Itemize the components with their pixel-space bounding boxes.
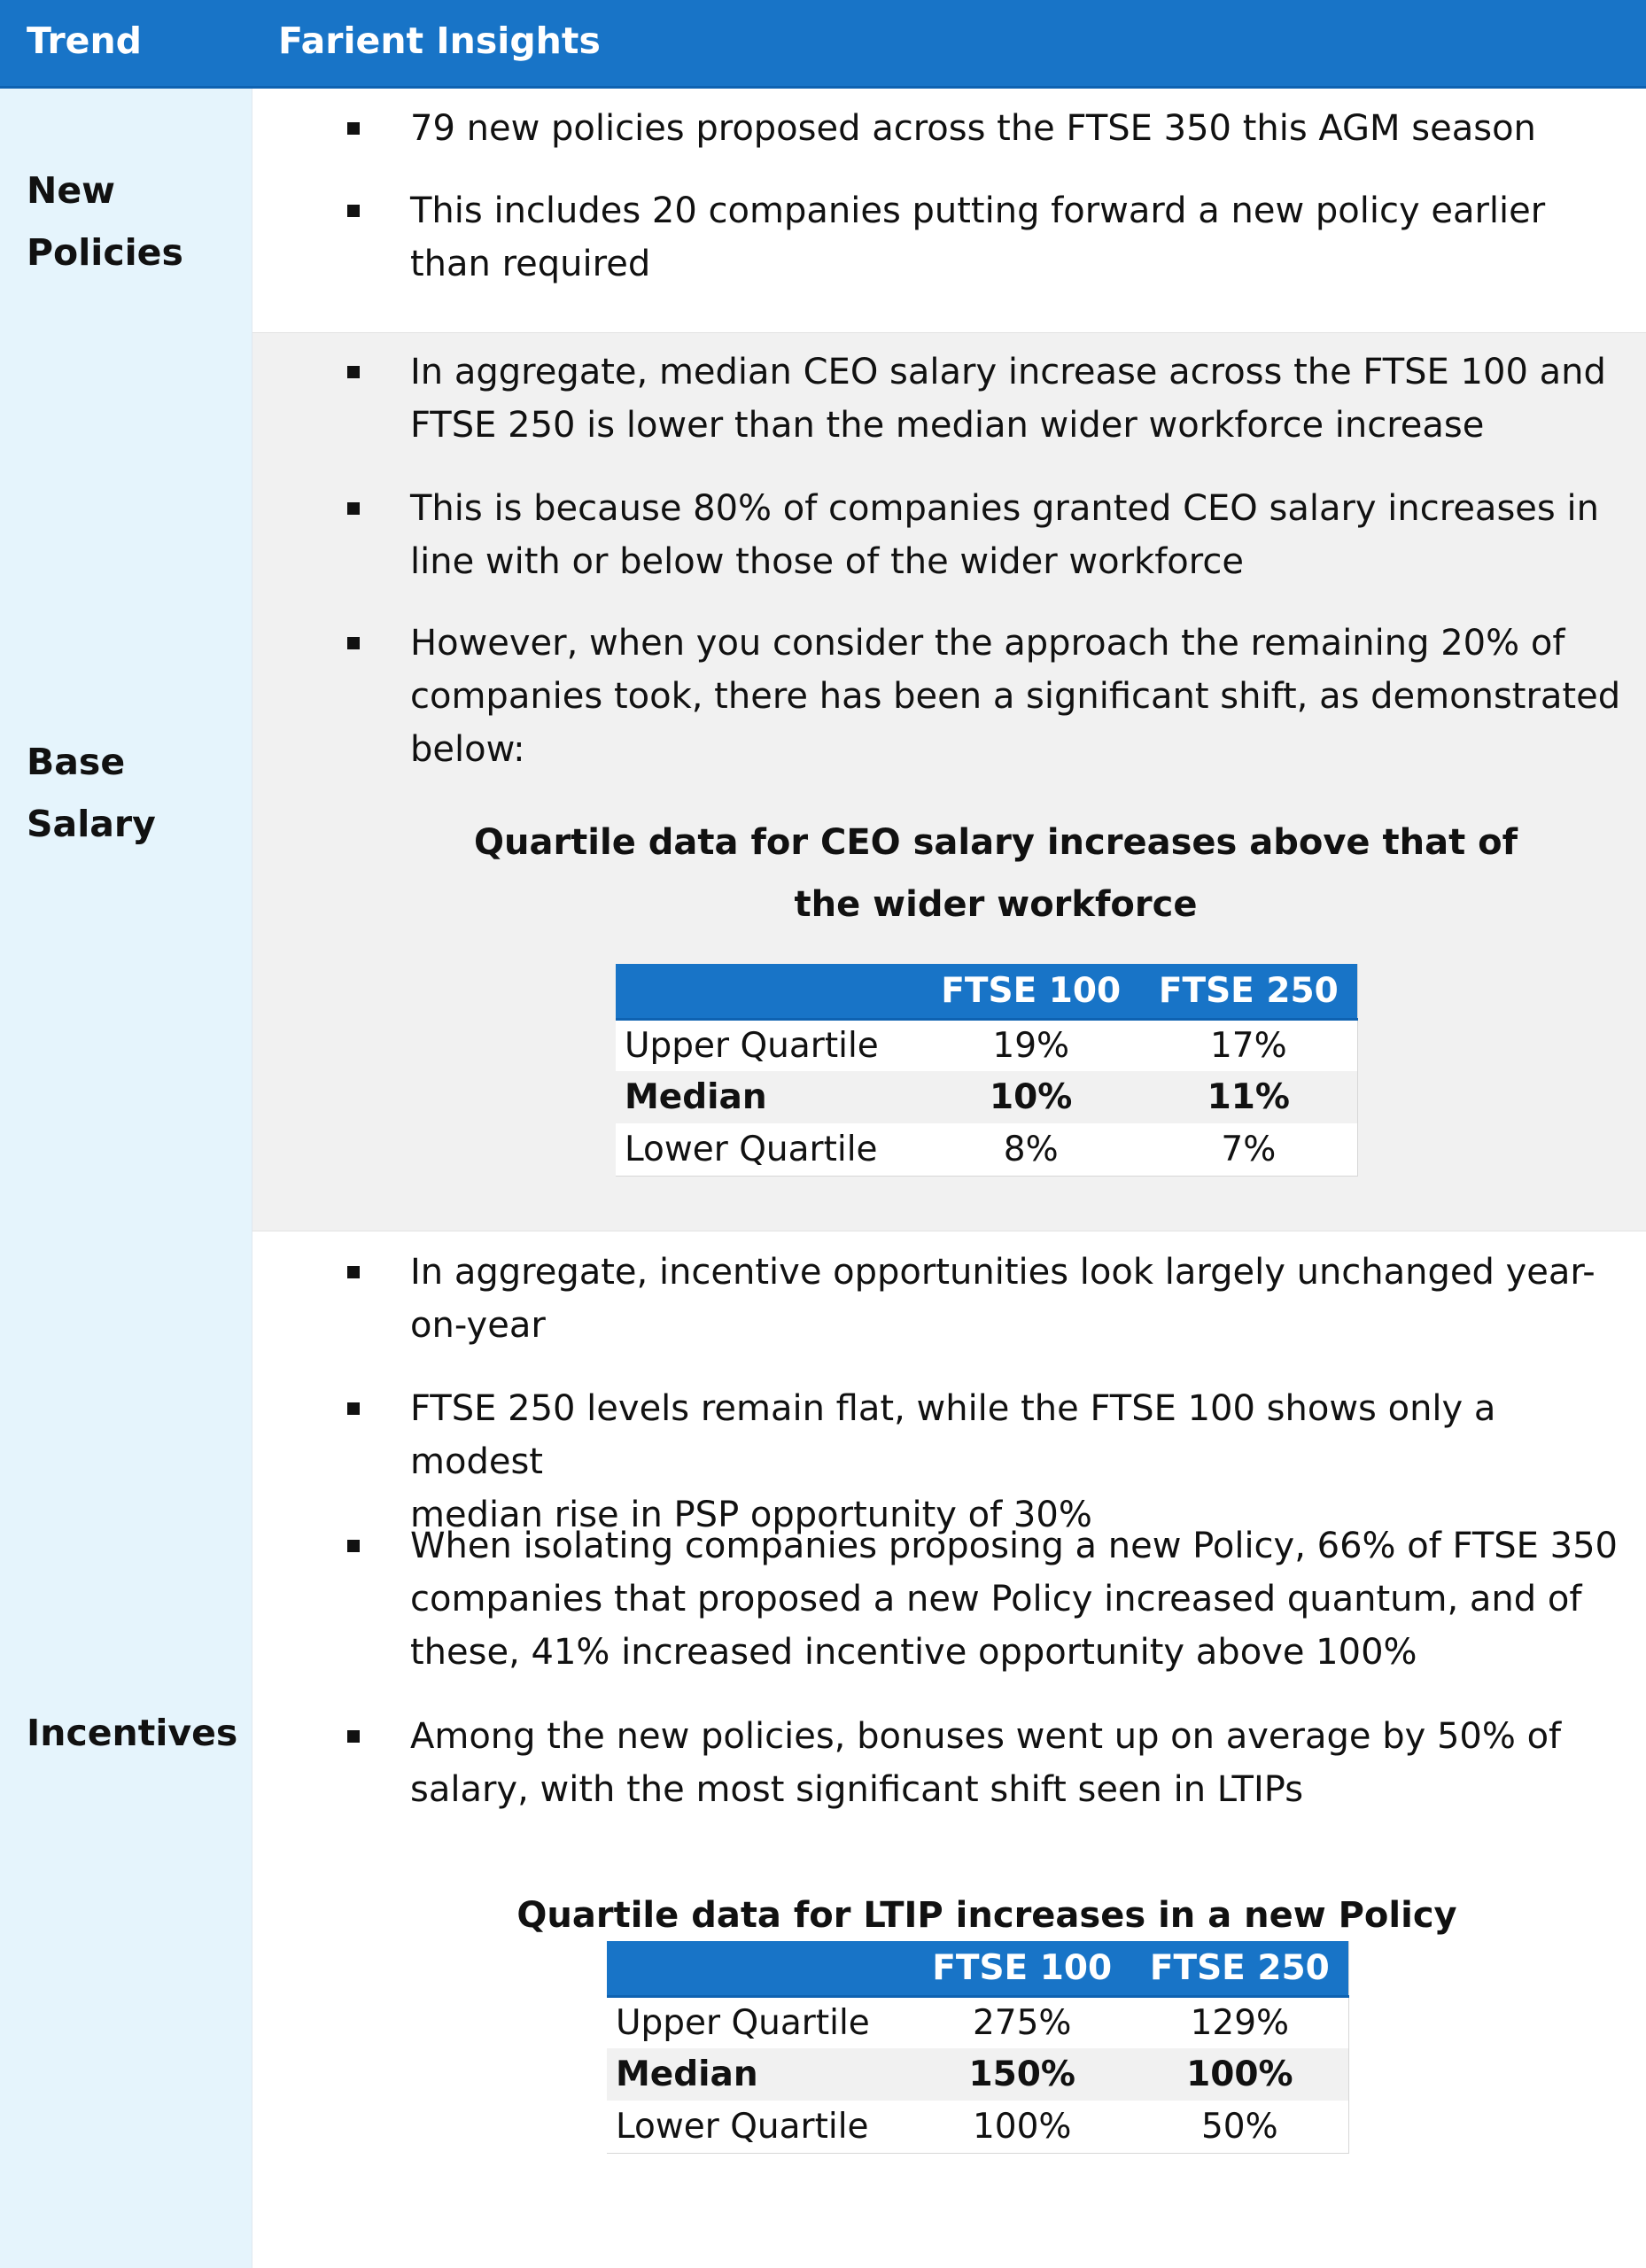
table-cell: 10% xyxy=(922,1071,1140,1123)
text-line: This includes 20 companies putting forward a new policy earlier xyxy=(410,190,1546,231)
text-line: In aggregate, median CEO salary increase across the FTSE 100 and xyxy=(410,352,1606,392)
section-incentives xyxy=(252,1231,1646,2268)
table-cell: 150% xyxy=(913,2048,1131,2101)
table-header-cell: FTSE 250 xyxy=(1131,1941,1349,1996)
table-header-cell xyxy=(607,1941,913,1996)
table-cell: 8% xyxy=(922,1123,1140,1176)
row-label: Lower Quartile xyxy=(607,2101,913,2153)
trend-column-header: Trend xyxy=(27,19,143,62)
text-line: When isolating companies proposing a new Policy, 66% of FTSE 350 xyxy=(410,1526,1619,1566)
bullet-text xyxy=(410,1710,1633,1816)
section-new-policies xyxy=(252,89,1646,332)
table-header-row xyxy=(0,0,1646,89)
table-header xyxy=(616,964,1358,1019)
table-header xyxy=(607,1941,1349,1996)
table-row xyxy=(616,1071,1358,1123)
table-title-line: Quartile data for LTIP increases in a new Policy xyxy=(516,1895,1457,1936)
trend-label-line: New xyxy=(27,169,115,212)
table-cell: 7% xyxy=(1140,1123,1358,1176)
table-row xyxy=(607,2101,1349,2153)
table-header-cell xyxy=(616,964,922,1019)
bullet-square-icon xyxy=(347,1540,360,1552)
table-header-cell: FTSE 250 xyxy=(1140,964,1358,1019)
table-header-cell: FTSE 100 xyxy=(913,1941,1131,1996)
trend-label-new-policies xyxy=(27,159,183,284)
bullet-square-icon xyxy=(347,637,360,649)
row-label: Lower Quartile xyxy=(616,1123,922,1176)
table-cell: 100% xyxy=(913,2101,1131,2153)
ltip-quartile-table xyxy=(607,1941,1349,2154)
table-cell: 275% xyxy=(913,1996,1131,2048)
table-title-line: the wider workforce xyxy=(794,884,1198,925)
text-line: However, when you consider the approach the remaining 20% of xyxy=(410,623,1565,664)
bullet-text xyxy=(410,346,1633,452)
table-header-cell: FTSE 100 xyxy=(922,964,1140,1019)
table-row xyxy=(616,1123,1358,1176)
text-line: median rise in PSP opportunity of 30% xyxy=(410,1495,1092,1535)
trend-column xyxy=(0,89,252,2268)
text-line: This is because 80% of companies granted CEO salary increases in xyxy=(410,488,1599,529)
bullet-square-icon xyxy=(347,502,360,515)
trend-label-line: Policies xyxy=(27,231,183,274)
text-line: Among the new policies, bonuses went up on average by 50% of xyxy=(410,1716,1562,1757)
bullet-text xyxy=(410,482,1633,588)
bullet-text xyxy=(410,102,1633,155)
table-cell: 17% xyxy=(1140,1019,1358,1071)
text-line: below: xyxy=(410,729,525,770)
table-title-line: Quartile data for CEO salary increases above that of xyxy=(473,822,1518,863)
trend-label-incentives xyxy=(27,1702,237,1764)
bullet-square-icon xyxy=(347,366,360,378)
table-cell: 19% xyxy=(922,1019,1140,1071)
ltip-table-title xyxy=(252,1884,1646,1946)
trend-label-line: Salary xyxy=(27,803,156,845)
text-line: line with or below those of the wider workforce xyxy=(410,541,1244,582)
bullet-square-icon xyxy=(347,122,360,135)
bullet-square-icon xyxy=(347,205,360,217)
salary-quartile-table xyxy=(616,964,1358,1177)
trend-label-line: Incentives xyxy=(27,1712,238,1754)
text-line: FTSE 250 levels remain flat, while the FTSE 100 shows only a modest xyxy=(410,1388,1496,1482)
bullet-text xyxy=(410,1382,1633,1542)
trend-label-base-salary xyxy=(27,731,156,855)
table-cell: 129% xyxy=(1131,1996,1349,2048)
table-cell: 11% xyxy=(1140,1071,1358,1123)
text-line: In aggregate, incentive opportunities look largely unchanged year- xyxy=(410,1252,1596,1293)
row-label: Median xyxy=(616,1071,922,1123)
table-row xyxy=(607,1996,1349,2048)
table-cell: 100% xyxy=(1131,2048,1349,2101)
bullet-text xyxy=(410,617,1633,776)
bullet-text xyxy=(410,184,1633,291)
bullet-square-icon xyxy=(347,1266,360,1278)
text-line: companies took, there has been a significant shift, as demonstrated xyxy=(410,676,1621,717)
text-line: these, 41% increased incentive opportunity above 100% xyxy=(410,1632,1417,1673)
row-label: Upper Quartile xyxy=(607,1996,913,2048)
row-label: Median xyxy=(607,2048,913,2101)
trend-label-line: Base xyxy=(27,741,126,783)
bullet-square-icon xyxy=(347,1730,360,1743)
text-line: than required xyxy=(410,244,651,284)
bullet-text xyxy=(410,1519,1633,1679)
text-line: on-year xyxy=(410,1305,546,1346)
insights-column-header: Farient Insights xyxy=(278,19,601,62)
section-base-salary xyxy=(252,332,1646,1231)
table-row xyxy=(616,1019,1358,1071)
text-line: salary, with the most significant shift seen in LTIPs xyxy=(410,1769,1304,1810)
bullet-square-icon xyxy=(347,1402,360,1415)
text-line: 79 new policies proposed across the FTSE 350 this AGM season xyxy=(410,108,1536,149)
text-line: companies that proposed a new Policy increased quantum, and of xyxy=(410,1579,1582,1619)
table-row xyxy=(607,2048,1349,2101)
row-label: Upper Quartile xyxy=(616,1019,922,1071)
table-cell: 50% xyxy=(1131,2101,1349,2153)
bullet-text xyxy=(410,1246,1633,1352)
text-line: FTSE 250 is lower than the median wider workforce increase xyxy=(410,405,1485,446)
salary-table-title xyxy=(252,812,1646,936)
